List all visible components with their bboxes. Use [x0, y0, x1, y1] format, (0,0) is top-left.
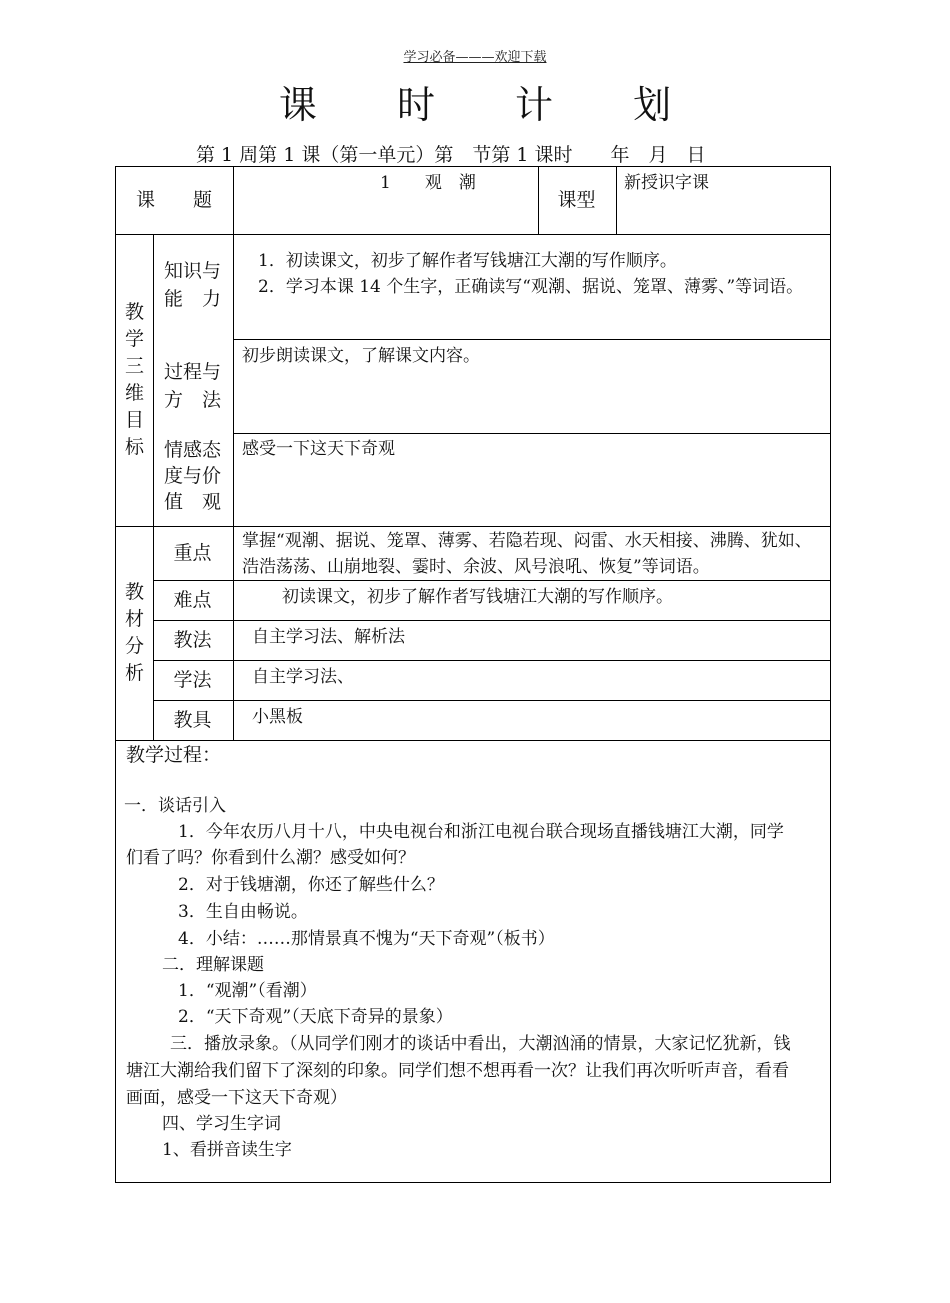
section-1-item-3: 3．生自由畅说。 [178, 902, 308, 922]
section-2-title: 二．理解课题 [162, 955, 264, 975]
teaching-method-label: 教法 [173, 629, 212, 651]
section-1-item-2: 2．对于钱塘潮，你还了解些什么？ [178, 875, 444, 895]
watermark: 学习必备———欢迎下载 [403, 50, 547, 65]
section-1-item-4: 4．小结：……那情景真不愧为“天下奇观”（板书） [178, 929, 555, 949]
section-2-item-1: 1．“观潮”（看潮） [178, 981, 317, 1001]
process-method-text: 初步朗读课文，了解课文内容。 [242, 346, 480, 366]
knowledge-line: 2．学习本课 14 个生字，正确读写“观潮、据说、笼罩、薄雾、”等词语。 [258, 277, 804, 297]
analysis-section-label [116, 526, 153, 740]
section-2-item-2: 2．“天下奇观”（天底下奇异的景象） [178, 1007, 453, 1027]
section-3-text-cont: 塘江大潮给我们留下了深刻的印象。同学们想不想再看一次？让我们再次听听声音，看看 [126, 1061, 789, 1081]
row-divider [153, 700, 830, 701]
emotion-label-line: 值 观 [164, 491, 222, 513]
process-label-line: 过程与 [164, 361, 222, 383]
analysis-section-text: 教材分析 [124, 581, 144, 684]
emotion-label [164, 437, 221, 515]
lesson-type-label: 课型 [557, 189, 596, 211]
process-heading: 教学过程： [126, 744, 222, 766]
teaching-method-text: 自主学习法、解析法 [252, 627, 405, 647]
emotion-label-line: 情感态 [164, 439, 222, 461]
col-divider [616, 167, 617, 234]
difficult-point-label: 难点 [173, 589, 212, 611]
row-divider [233, 339, 830, 340]
topic-value: 1 观 潮 [380, 173, 476, 193]
difficult-point-text: 初读课文，初步了解作者写钱塘江大潮的写作顺序。 [282, 587, 673, 607]
goals-section-text: 教学三维目标 [124, 301, 144, 458]
process-label-line: 方 法 [164, 389, 222, 411]
section-1-item-1-cont: 们看了吗？你看到什么潮？感受如何？ [126, 848, 415, 868]
lesson-info-line: 第 1 周第 1 课（第一单元）第 节第 1 课时 年 月 日 [196, 144, 706, 166]
section-4-title: 四、学习生字词 [162, 1114, 281, 1134]
page-title: 课 时 计 划 [278, 83, 706, 127]
goals-section-label [116, 234, 153, 526]
section-3-text: 三．播放录象。（从同学们刚才的谈话中看出，大潮汹涌的情景，大家记忆犹新，钱 [170, 1034, 791, 1054]
knowledge-text [258, 248, 828, 300]
knowledge-label-line: 能 力 [164, 288, 222, 310]
lesson-type-value: 新授识字课 [624, 173, 709, 193]
row-divider [116, 740, 830, 741]
learning-method-text: 自主学习法、 [252, 667, 354, 687]
row-divider [233, 433, 830, 434]
process-method-label [164, 358, 221, 414]
row-divider [153, 580, 830, 581]
key-point-text: 掌握“观潮、据说、笼罩、薄雾、若隐若现、闷雷、水天相接、沸腾、犹如、浩浩荡荡、山崩地裂、霎时、余波、风号浪吼、恢复”等词语。 [242, 531, 812, 577]
row-divider [153, 620, 830, 621]
key-point-label: 重点 [173, 541, 212, 564]
emotion-label-line: 度与价 [164, 465, 222, 487]
knowledge-line: 1．初读课文，初步了解作者写钱塘江大潮的写作顺序。 [258, 251, 677, 271]
section-4-item-1: 1、看拼音读生字 [162, 1140, 292, 1160]
section-3-text-cont: 画面，感受一下这天下奇观） [126, 1088, 347, 1108]
knowledge-label [164, 257, 221, 313]
teaching-aids-label: 教具 [173, 709, 212, 731]
emotion-text: 感受一下这天下奇观 [242, 439, 395, 459]
knowledge-label-line: 知识与 [164, 260, 222, 282]
teaching-aids-text: 小黑板 [252, 707, 303, 727]
row-divider [153, 660, 830, 661]
learning-method-label: 学法 [173, 669, 212, 691]
col-divider [233, 167, 234, 740]
row-divider [116, 234, 830, 235]
topic-label: 课 题 [135, 189, 212, 211]
section-1-item-1: 1．今年农历八月十八，中央电视台和浙江电视台联合现场直播钱塘江大潮，同学 [178, 822, 784, 842]
section-1-title: 一．谈话引入 [124, 796, 226, 816]
